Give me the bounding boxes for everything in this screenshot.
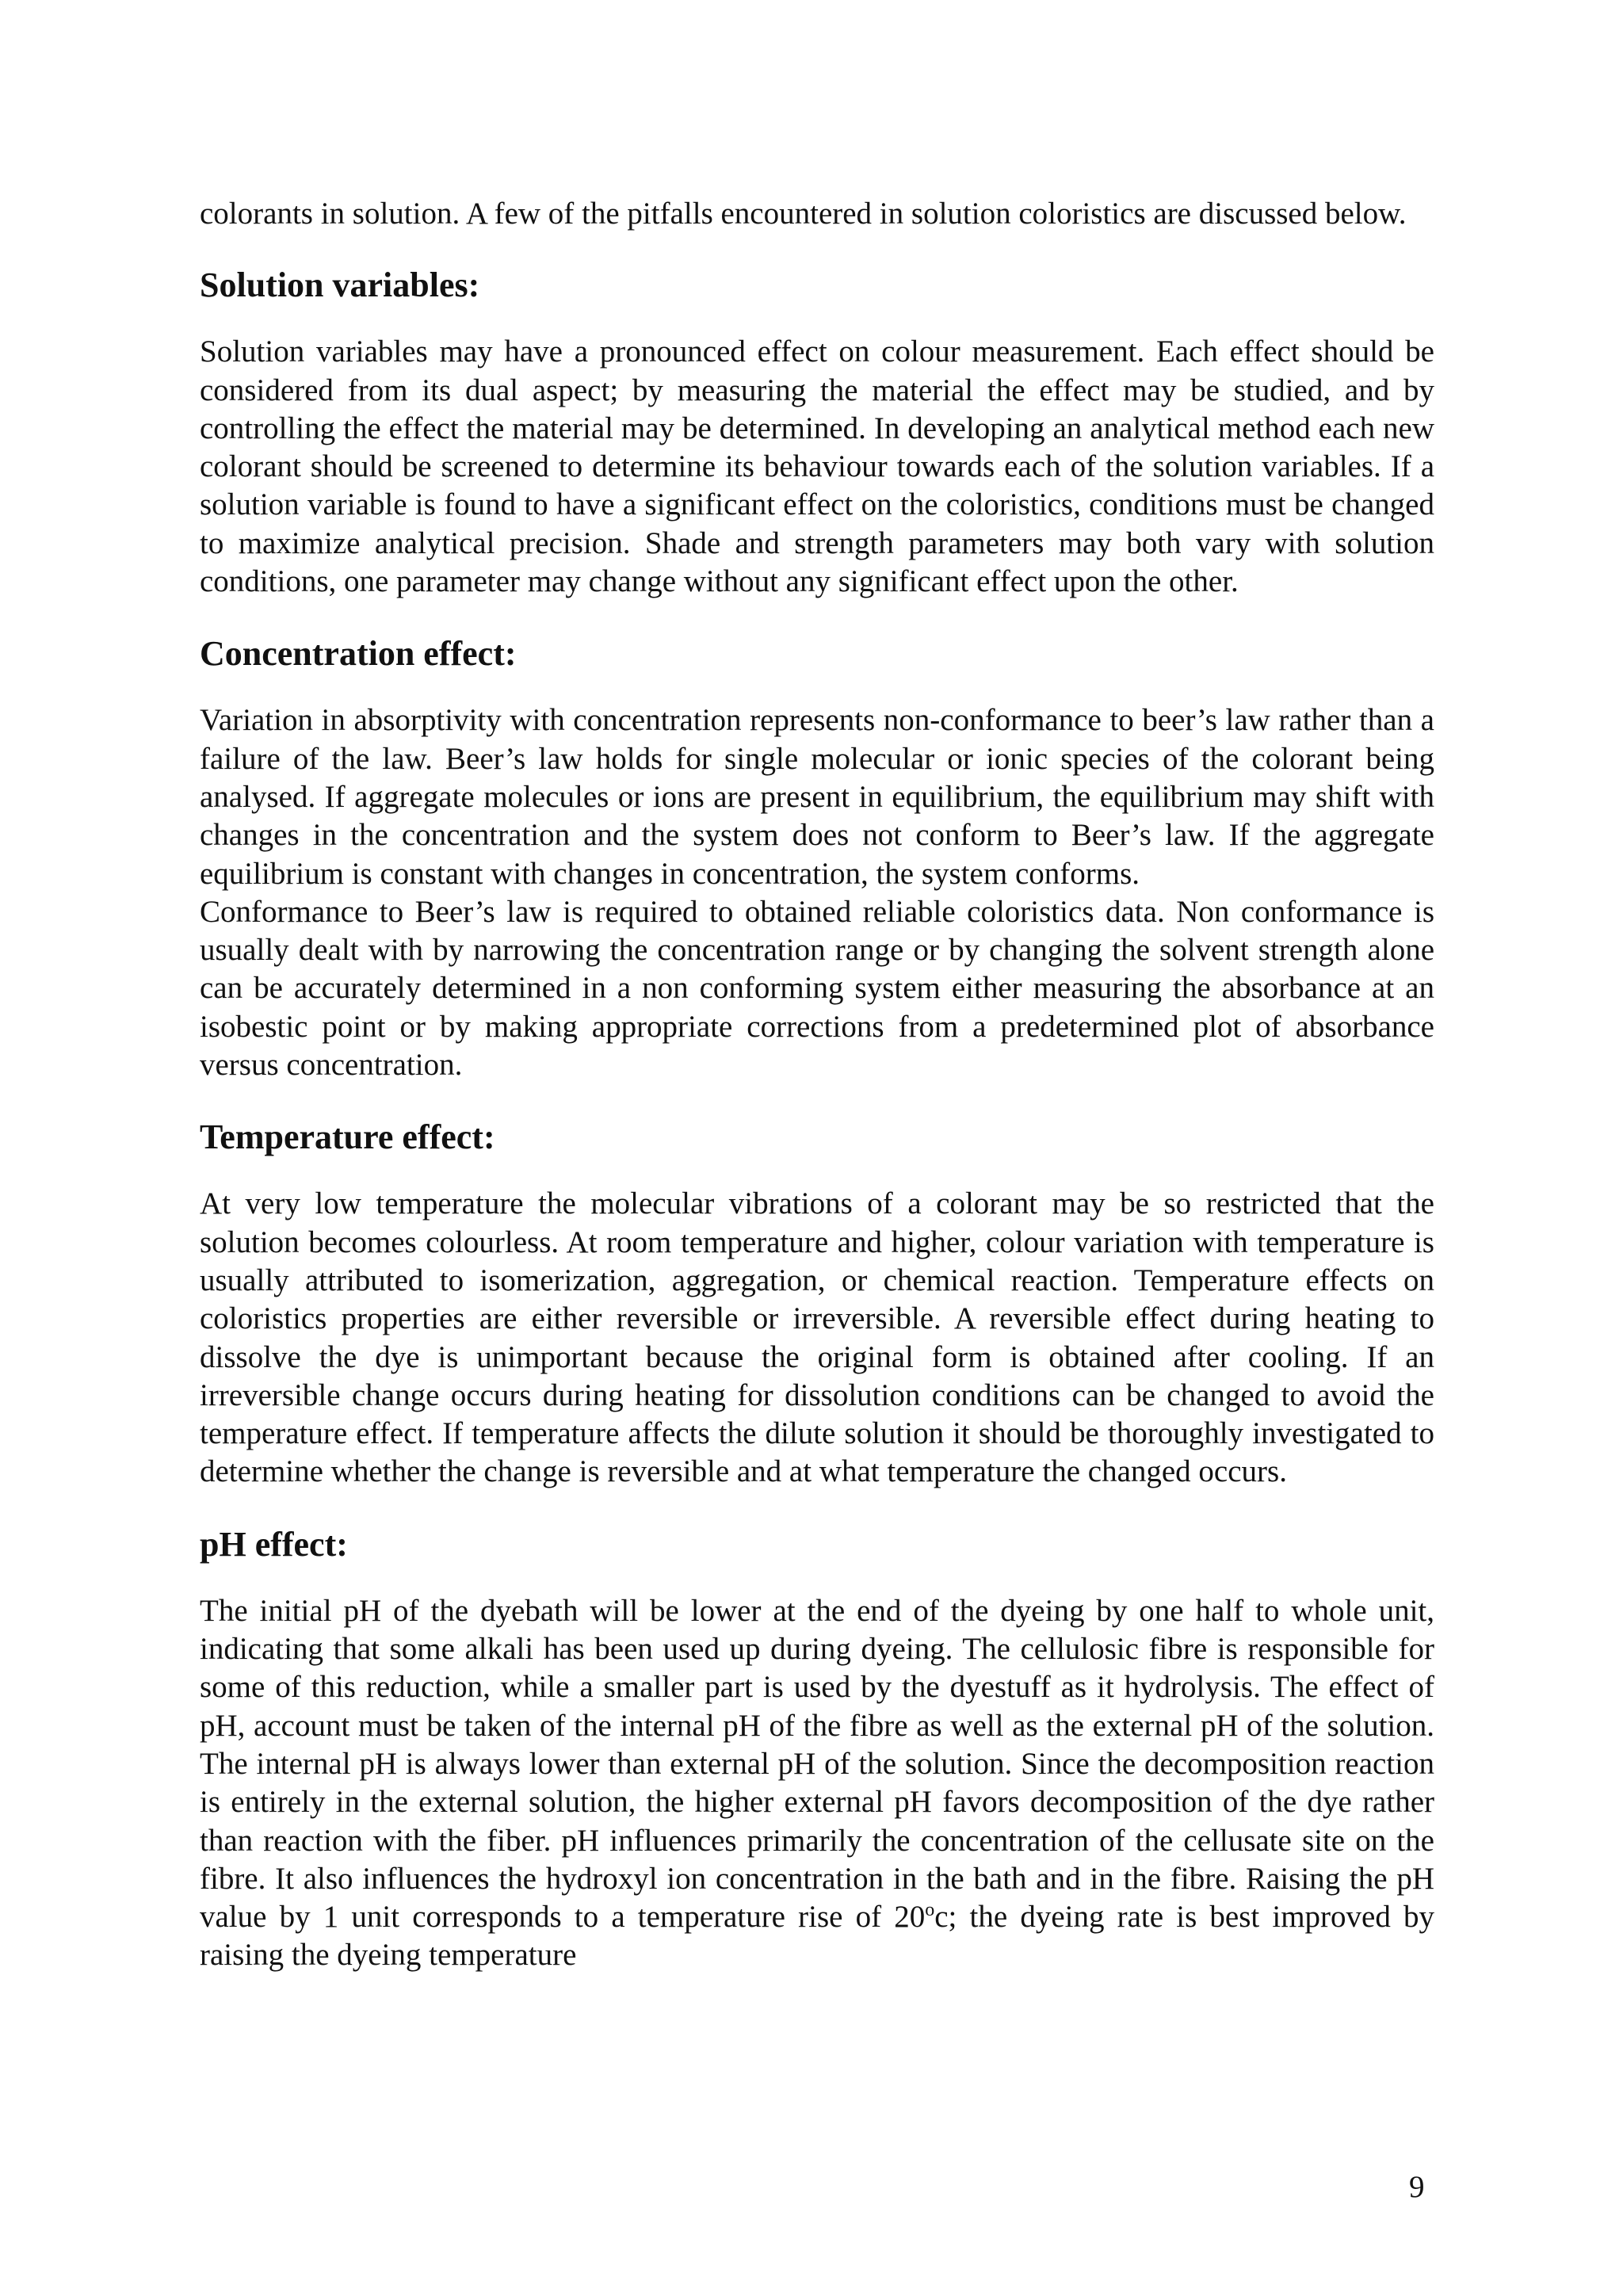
heading-concentration-effect: Concentration effect: [200,634,517,674]
paragraph-temperature-effect: At very low temperature the molecular vibrations of a colorant may be so restricted that the solution becomes colourless. At room temperature and higher, colour variation with temperature is usually attributed to isomerization, aggregation, or chemical reaction. Temperature effects on coloristics properties are either reversible or irreversible. A reversible effect during heating to dissolve the dye is unimportant because the original form is obtained after cooling. If an irreversible change occurs during heating for dissolution conditions can be changed to avoid the temperature effect. If temperature affects the dilute solution it should be thoroughly investigated to determine whether the change is reversible and at what temperature the changed occurs. [200,1186,1434,1489]
intro-paragraph: colorants in solution. A few of the pitfalls encountered in solution coloristics are discussed below. [200,197,1407,231]
paragraph-concentration-effect-1: Variation in absorptivity with concentration represents non-conformance to beer’s law rather than a failure of the law. Beer’s law holds for single molecular or ionic species of the colorant being analysed. If aggregate molecules or ions are present in equilibrium, the equilibrium may shift with changes in the concentration and the system does not conform to Beer’s law. If the aggregate equilibrium is constant with changes in concentration, the system conforms. [200,703,1434,891]
heading-ph-effect: pH effect: [200,1524,348,1564]
heading-solution-variables: Solution variables: [200,266,480,305]
paragraph-ph-effect [200,1592,1434,1975]
ph-effect-tail: c; the dyeing rate is best improved by raising the dyeing temperature [200,1900,1434,1973]
paragraph-concentration-effect-2: Conformance to Beer’s law is required to obtained reliable coloristics data. Non conformance is usually dealt with by narrowing the concentration range or by changing the solvent strength alone can be accurately determined in a non conforming system either measuring the absorbance at an isobestic point or by making appropriate corrections from a predetermined plot of absorbance versus concentration. [200,894,1434,1083]
document-page [200,195,1434,1975]
ph-effect-text: The initial pH of the dyebath will be lower at the end of the dyeing by one half to whole unit, indicating that some alkali has been used up during dyeing. The cellulosic fibre is responsible for some of this reduction, while a smaller part is used by the dyestuff as it hydrolysis. The effect of pH, account must be taken of the internal pH of the fibre as well as the external pH of the solution. The internal pH is always lower than external pH of the solution. Since the decomposition reaction is entirely in the external solution, the higher external pH favors decomposition of the dye rather than reaction with the fiber. pH influences primarily the concentration of the cellusate site on the fibre. It also influences the hydroxyl ion concentration in the bath and in the fibre. Raising the pH value by 1 unit corresponds to a temperature rise of 20 [200,1593,1434,1935]
degree-superscript: o [925,1900,935,1921]
heading-temperature-effect: Temperature effect: [200,1117,495,1157]
paragraph-solution-variables: Solution variables may have a pronounced effect on colour measurement. Each effect should be considered from its dual aspect; by measuring the material the effect may be studied, and by controlling the effect the material may be determined. In developing an analytical method each new colorant should be screened to determine its behaviour towards each of the solution variables. If a solution variable is found to have a significant effect on the coloristics, conditions must be changed to maximize analytical precision. Shade and strength parameters may both vary with solution conditions, one parameter may change without any significant effect upon the other. [200,334,1434,599]
page-number: 9 [1409,2170,1425,2204]
